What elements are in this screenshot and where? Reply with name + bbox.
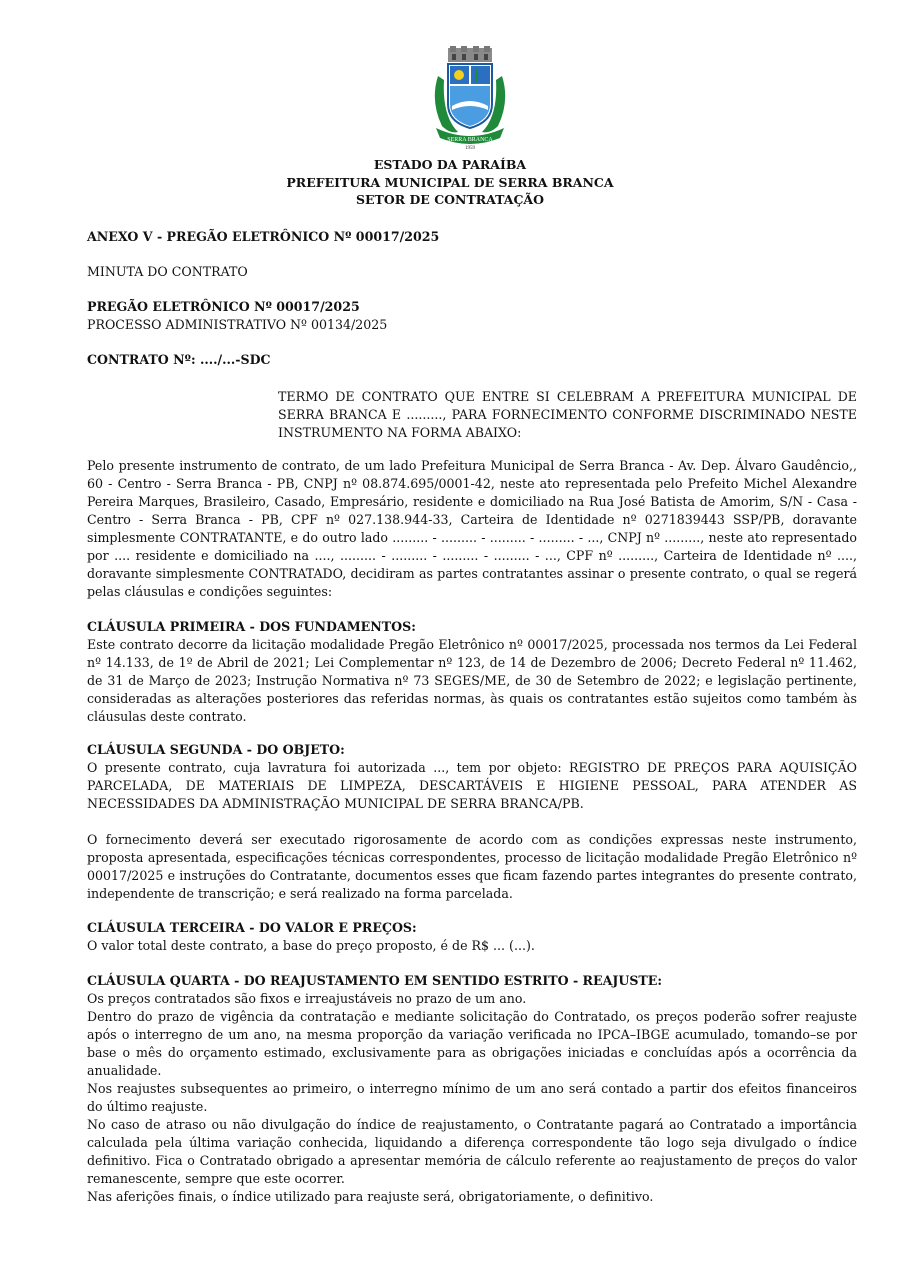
crest-motto: SERRA BRANCA <box>447 137 493 143</box>
clause-4-p5: Nas aferições finais, o índice utilizado para reajuste será, obrigatoriamente, o definitivo. <box>87 1189 654 1204</box>
clause-2-text-2: O fornecimento deverá ser executado rigorosamente de acordo com as condições expressas neste instrumento, proposta apresentada, especificações técnicas correspondentes, processo de licitação modalidade Pregão Eletrônico nº 00017/2025 e instruções do Contratante, documentos esses que ficam fazendo partes integrantes do presente contrato, independente de transcrição; e será realizado na forma parcelada. <box>87 832 857 901</box>
clause-3-title: CLÁUSULA TERCEIRA - DO VALOR E PREÇOS: <box>87 920 417 935</box>
clause-1-title: CLÁUSULA PRIMEIRA - DOS FUNDAMENTOS: <box>87 619 416 634</box>
clause-4-title: CLÁUSULA QUARTA - DO REAJUSTAMENTO EM SENTIDO ESTRITO - REAJUSTE: <box>87 973 663 988</box>
header-setor: SETOR DE CONTRATAÇÃO <box>355 192 545 207</box>
pregao-number: PREGÃO ELETRÔNICO Nº 00017/2025 <box>87 299 360 314</box>
clause-2-title: CLÁUSULA SEGUNDA - DO OBJETO: <box>87 742 345 757</box>
contract-term-summary: TERMO DE CONTRATO QUE ENTRE SI CELEBRAM A PREFEITURA MUNICIPAL DE SERRA BRANCA E ........., PARA FORNECIMENTO CONFORME DISCRIMINADO NESTE INSTRUMENTO NA FORMA ABAIXO: <box>278 389 857 440</box>
clause-4-p1: Os preços contratados são fixos e irreajustáveis no prazo de um ano. <box>87 991 527 1006</box>
header-prefeitura: PREFEITURA MUNICIPAL DE SERRA BRANCA <box>286 174 614 190</box>
document-header <box>0 156 900 209</box>
minuta-label: MINUTA DO CONTRATO <box>87 264 248 279</box>
preamble-paragraph: Pelo presente instrumento de contrato, de um lado Prefeitura Municipal de Serra Branca - Av. Dep. Álvaro Gaudêncio,, 60 - Centro - Serra Branca - PB, CNPJ nº 08.874.695/0001-42, neste ato representada pelo Prefeito Michel Alexandre Pereira Marques, Brasileiro, Casado, Empresário, residente e domiciliado na Rua José Batista de Amorim, S/N - Casa - Centro - Serra Branca - PB, CPF nº 027.138.944-33, Carteira de Identidade nº 0271839443 SSP/PB, doravante simplesmente CONTRATANTE, e do outro lado ......... - ......... - ......... - ......... - ..., CNPJ nº ........., neste ato representado por .... residente e domiciliado na ...., ......... - ......... - ......... - ......... - ..., CPF nº ........., Carteira de Identidade nº ...., doravante simplesmente CONTRATADO, decidiram as partes contratantes assinar o presente contrato, o qual se regerá pelas cláusulas e condições seguintes: <box>87 458 857 599</box>
clause-3-text: O valor total deste contrato, a base do preço proposto, é de R$ ... (...). <box>87 938 535 953</box>
clause-4-p3: Nos reajustes subsequentes ao primeiro, o interregno mínimo de um ano será contado a partir dos efeitos financeiros do último reajuste. <box>87 1081 857 1114</box>
municipal-crest-logo <box>428 46 512 150</box>
contract-number: CONTRATO Nº: ..../...-SDC <box>87 352 271 367</box>
clause-1 <box>87 618 857 726</box>
pregao-block <box>87 298 857 334</box>
clause-4 <box>87 972 857 1206</box>
clause-4-p4: No caso de atraso ou não divulgação do índice de reajustamento, o Contratante pagará ao Contratado a importância calculada pela última variação conhecida, liquidando a diferença correspondente tão logo seja divulgado o índice definitivo. Fica o Contratado obrigado a apresentar memória de cálculo referente ao reajustamento de preços do valor remanescente, sempre que este ocorrer. <box>87 1117 857 1186</box>
clause-2-text-1: O presente contrato, cuja lavratura foi autorizada ..., tem por objeto: REGISTRO DE PREÇOS PARA AQUISIÇÃO PARCELADA, DE MATERIAIS DE LIMPEZA, DESCARTÁVEIS E HIGIENE PESSOAL, PARA ATENDER AS NECESSIDADES DA ADMINISTRAÇÃO MUNICIPAL DE SERRA BRANCA/PB. <box>87 760 857 811</box>
annex-title: ANEXO V - PREGÃO ELETRÔNICO Nº 00017/2025 <box>87 229 440 244</box>
clause-1-text: Este contrato decorre da licitação modalidade Pregão Eletrônico nº 00017/2025, processada nos termos da Lei Federal nº 14.133, de 1º de Abril de 2021; Lei Complementar nº 123, de 14 de Dezembro de 2006; Decreto Federal nº 11.462, de 31 de Março de 2023; Instrução Normativa nº 73 SEGES/ME, de 30 de Setembro de 2022; e legislação pertinente, consideradas as alterações posteriores das referidas normas, às quais os contratantes estão sujeitos como também às cláusulas deste contrato. <box>87 637 857 724</box>
clause-4-p2: Dentro do prazo de vigência da contratação e mediante solicitação do Contratado, os preços poderão sofrer reajuste após o interregno de um ano, na mesma proporção da variação verificada no IPCA–IBGE acumulado, tomando–se por base o mês do orçamento estimado, exclusivamente para as obrigações iniciadas e concluídas após a ocorrência da anualidade. <box>87 1009 857 1078</box>
clause-3 <box>87 919 857 955</box>
clause-2 <box>87 741 857 903</box>
header-state: ESTADO DA PARAÍBA <box>373 157 527 172</box>
crest-year: 1959 <box>465 146 475 150</box>
processo-number: PROCESSO ADMINISTRATIVO Nº 00134/2025 <box>87 317 388 332</box>
